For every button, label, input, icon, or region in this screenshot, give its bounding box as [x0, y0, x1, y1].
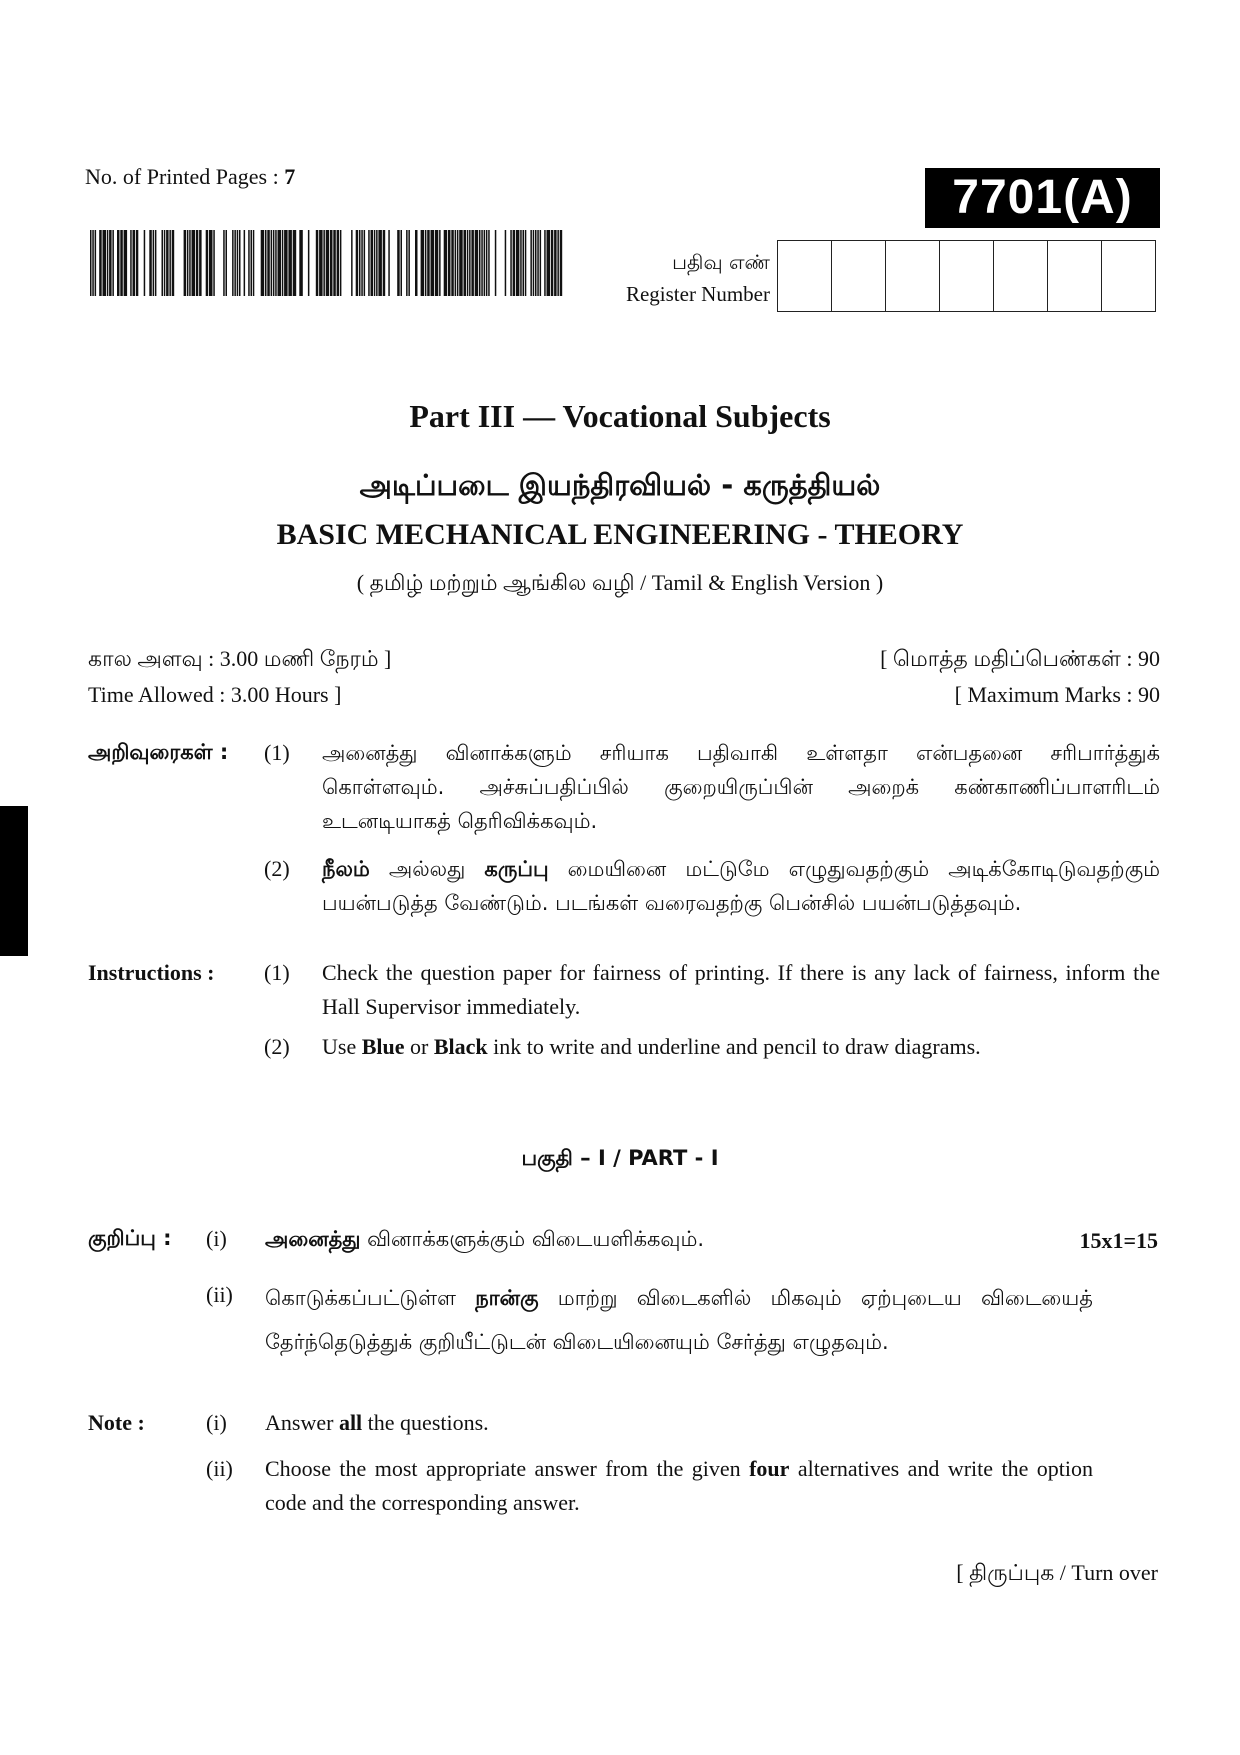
time-allowed-ta: கால அளவு : 3.00 மணி நேரம் ] — [88, 646, 392, 671]
note-label-ta: குறிப்பு : — [88, 1226, 172, 1250]
note-en-ii-a: Choose the most appropriate answer from the given — [265, 1456, 750, 1481]
printed-pages-value: 7 — [284, 164, 296, 189]
maximum-marks-ta: [ மொத்த மதிப்பெண்கள் : 90 — [880, 646, 1160, 671]
register-number-label — [560, 246, 770, 310]
note-label-en: Note : — [88, 1410, 145, 1435]
instruction-ta-1-number: (1) — [264, 740, 290, 765]
subject-title-en: BASIC MECHANICAL ENGINEERING - THEORY — [276, 518, 964, 551]
note-ta-ii-b: மாற்று விடைகளில் மிகவும் ஏற்புடைய விடையைத் தேர்ந்தெடுத்துக் குறியீட்டுடன் விடையினையும் சேர்த்து எழுதவும். — [265, 1286, 1093, 1354]
instructions-label-ta: அறிவுரைகள் : — [88, 740, 229, 764]
instruction-ta-2-number: (2) — [264, 856, 290, 881]
note-ta-ii-bold: நான்கு — [475, 1286, 539, 1310]
note-en-i-number: (i) — [206, 1410, 227, 1435]
text-use: Use — [322, 1034, 362, 1059]
instruction-en-1-number: (1) — [264, 960, 290, 985]
note-en-ii-bold: four — [749, 1456, 790, 1481]
instruction-en-2 — [322, 1030, 1160, 1064]
note-en-i-a: Answer — [265, 1410, 339, 1435]
register-digit-box[interactable] — [778, 241, 832, 311]
part-i-heading: பகுதி – I / PART - I — [521, 1146, 719, 1170]
note-en-ii — [265, 1452, 1093, 1520]
instruction-en-2-rest: ink to write and underline and pencil to draw diagrams. — [487, 1034, 981, 1059]
ink-blue-en: Blue — [361, 1034, 405, 1059]
barcode-image — [90, 230, 565, 296]
register-label-en: Register Number — [625, 282, 770, 306]
ink-black-en: Black — [433, 1034, 488, 1059]
note-ta-i-bold: அனைத்து — [265, 1227, 361, 1251]
ink-black-ta: கருப்பு — [484, 857, 549, 881]
note-ta-i — [265, 1222, 1025, 1256]
register-digit-box[interactable] — [832, 241, 886, 311]
turn-over: [ திருப்புக / Turn over — [956, 1560, 1158, 1585]
note-ta-i-number: (i) — [206, 1226, 227, 1251]
note-en-i — [265, 1406, 1093, 1440]
maximum-marks-en: [ Maximum Marks : 90 — [954, 682, 1160, 707]
instruction-en-2-number: (2) — [264, 1034, 290, 1059]
ink-blue-ta: நீலம் — [322, 857, 370, 881]
side-registration-mark — [0, 806, 28, 956]
register-digit-box[interactable] — [886, 241, 940, 311]
instruction-en-1: Check the question paper for fairness of printing. If there is any lack of fairness, inform the Hall Supervisor immediately. — [322, 960, 1160, 1019]
note-ta-ii-number: (ii) — [206, 1282, 233, 1307]
instructions-label-en: Instructions : — [88, 960, 215, 985]
note-en-i-b: the questions. — [362, 1410, 489, 1435]
subject-title-ta: அடிப்படை இயந்திரவியல் - கருத்தியல் — [359, 468, 881, 502]
time-allowed-en: Time Allowed : 3.00 Hours ] — [88, 682, 342, 707]
instruction-ta-2 — [322, 852, 1160, 920]
note-en-ii-number: (ii) — [206, 1456, 233, 1481]
instruction-ta-1: அனைத்து வினாக்களும் சரியாக பதிவாகி உள்ளதா என்பதனை சரிபார்த்துக் கொள்ளவும். அச்சுப்பதிப்பில் குறையிருப்பின் அறைக் கண்காணிப்பாளரிடம் உடனடியாகத் தெரிவிக்கவும். — [322, 741, 1160, 833]
text-or-en: or — [404, 1034, 434, 1059]
time-marks-en — [88, 682, 1160, 708]
register-digit-box[interactable] — [1102, 241, 1155, 311]
part-i-marks: 15x1=15 — [1079, 1228, 1158, 1253]
register-digit-box[interactable] — [1048, 241, 1102, 311]
printed-pages — [85, 164, 295, 190]
register-digit-box[interactable] — [940, 241, 994, 311]
register-digit-box[interactable] — [994, 241, 1048, 311]
note-ta-ii-a: கொடுக்கப்பட்டுள்ள — [265, 1286, 476, 1310]
medium-version: ( தமிழ் மற்றும் ஆங்கில வழி / Tamil & English Version ) — [356, 570, 884, 595]
time-marks-ta — [88, 646, 1160, 675]
printed-pages-label: No. of Printed Pages : — [85, 164, 285, 189]
text-or-ta: அல்லது — [369, 857, 485, 881]
note-ta-ii — [265, 1276, 1093, 1364]
register-number-boxes — [777, 240, 1156, 312]
part-heading: Part III — Vocational Subjects — [409, 398, 831, 434]
note-en-i-bold: all — [338, 1410, 363, 1435]
note-ta-i-rest: வினாக்களுக்கும் விடையளிக்கவும். — [360, 1227, 705, 1251]
paper-code: 7701(A) — [925, 168, 1160, 228]
instruction-ta-2-rest: மையினை மட்டுமே எழுதுவதற்கும் அடிக்கோடிடுவதற்கும் பயன்படுத்த வேண்டும். படங்கள் வரைவதற்கு பென்சில் பயன்படுத்தவும். — [322, 857, 1161, 915]
note-en-ii-b: alternatives and write the option code and the corresponding answer. — [265, 1456, 1093, 1515]
register-label-ta: பதிவு எண் — [672, 250, 770, 274]
